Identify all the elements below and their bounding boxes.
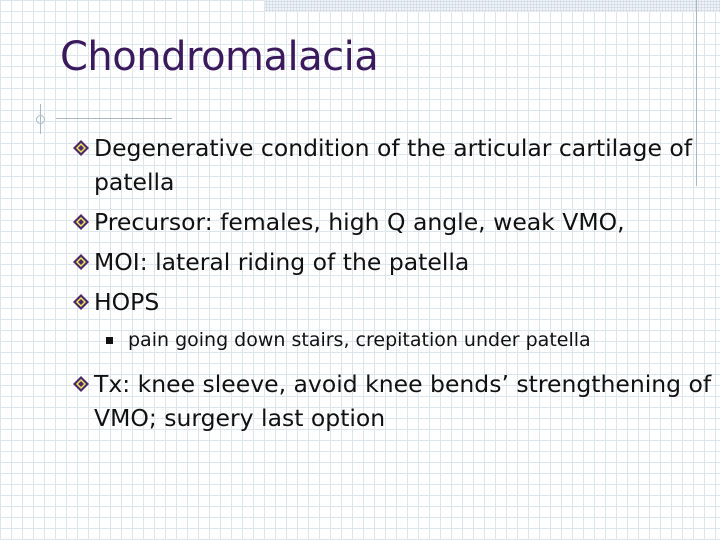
slide-title: Chondromalacia (60, 34, 379, 80)
bullet-item (72, 367, 712, 435)
diamond-bullet-icon (73, 376, 89, 392)
sub-bullet-item (72, 325, 712, 355)
decorative-ring-icon (36, 115, 45, 124)
bullet-item (72, 131, 712, 199)
bullet-text: Precursor: females, high Q angle, weak VMO, (94, 208, 625, 236)
diamond-bullet-icon (73, 254, 89, 270)
top-decorative-band (265, 0, 720, 12)
diamond-bullet-icon (73, 214, 89, 230)
bullet-item (72, 205, 712, 239)
bullet-text: Tx: knee sleeve, avoid knee bends’ strengthening of VMO; surgery last option (94, 370, 712, 432)
diamond-bullet-icon (73, 294, 89, 310)
square-bullet-icon (106, 337, 113, 344)
bullet-list (72, 131, 712, 441)
decorative-horizontal-line (56, 118, 172, 119)
bullet-text: HOPS (94, 288, 160, 316)
bullet-text: Degenerative condition of the articular cartilage of patella (94, 134, 693, 196)
sub-bullet-text: pain going down stairs, crepitation under patella (128, 329, 591, 351)
diamond-bullet-icon (73, 140, 89, 156)
bullet-text: MOI: lateral riding of the patella (94, 248, 470, 276)
bullet-item (72, 285, 712, 319)
bullet-item (72, 245, 712, 279)
